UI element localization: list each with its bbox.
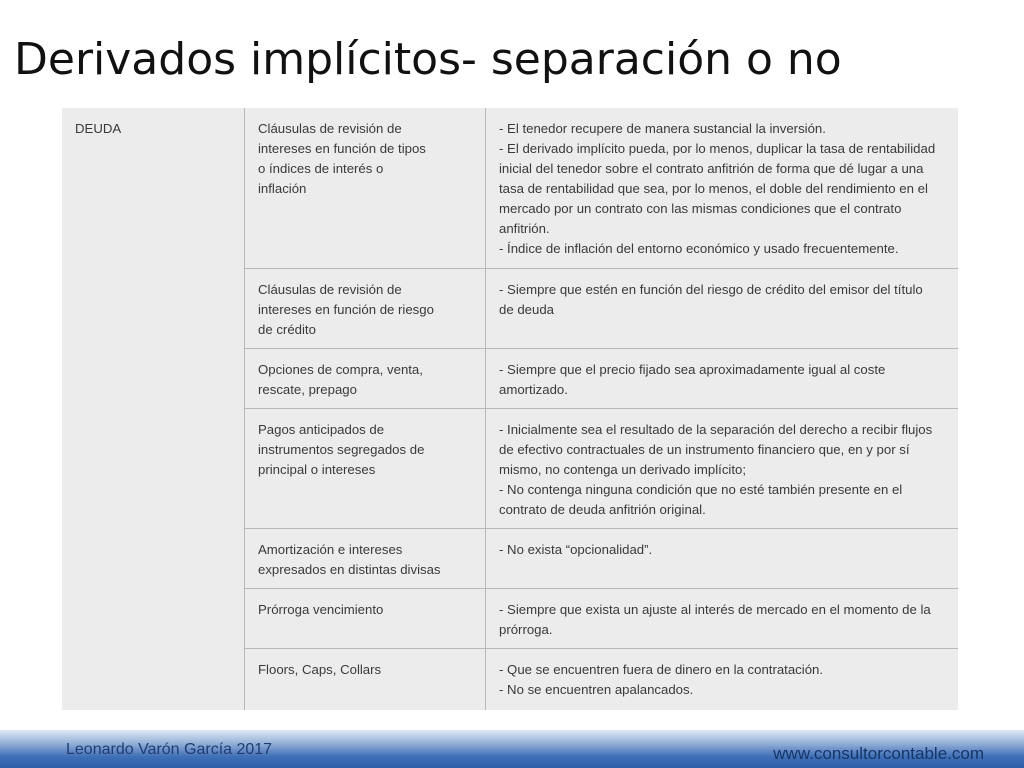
condition-line: mercado por un contrato con las mismas condiciones que el contrato: [499, 201, 902, 216]
table-row: [62, 108, 958, 268]
footer-website: www.consultorcontable.com: [773, 744, 984, 763]
condition-line: - Inicialmente sea el resultado de la separación del derecho a recibir flujos: [499, 421, 933, 437]
condition-line: amortizado.: [499, 381, 568, 397]
condition-line: de efectivo contractuales de un instrumento financiero que, en y por sí: [499, 441, 910, 457]
condition-line: anfitrión.: [499, 221, 550, 236]
clause-line: expresados en distintas divisas: [258, 561, 441, 577]
conditions-cell: [486, 108, 959, 268]
clause-cell: [245, 108, 486, 268]
condition-line: contrato de deuda anfitrión original.: [499, 501, 706, 517]
derivatives-table-container: [62, 108, 958, 710]
condition-line: - No contenga ninguna condición que no esté también presente en el: [499, 481, 903, 497]
condition-line: - Siempre que exista un ajuste al interés de mercado en el momento de la: [499, 601, 931, 617]
clause-cell: [245, 588, 486, 648]
clause-line: instrumentos segregados de: [258, 441, 425, 457]
condition-line: - No se encuentren apalancados.: [499, 681, 694, 697]
clause-line: inflación: [258, 181, 307, 196]
category-label: DEUDA: [75, 121, 122, 136]
conditions-cell: [486, 408, 959, 528]
clause-cell: [245, 408, 486, 528]
condition-line: - Que se encuentren fuera de dinero en la contratación.: [499, 661, 824, 677]
clause-line: Floors, Caps, Collars: [258, 661, 382, 677]
clause-line: Cláusulas de revisión de: [258, 121, 402, 136]
clause-line: rescate, prepago: [258, 381, 357, 397]
clause-line: Pagos anticipados de: [258, 421, 385, 437]
condition-line: - Siempre que el precio fijado sea aproximadamente igual al coste: [499, 361, 886, 377]
condition-line: - El derivado implícito pueda, por lo menos, duplicar la tasa de rentabilidad: [499, 141, 936, 156]
condition-line: - El tenedor recupere de manera sustancial la inversión.: [499, 121, 826, 136]
clause-line: principal o intereses: [258, 461, 376, 477]
clause-line: Prórroga vencimiento: [258, 601, 384, 617]
clause-line: intereses en función de riesgo: [258, 301, 434, 317]
condition-line: - Índice de inflación del entorno económico y usado frecuentemente.: [499, 241, 899, 256]
condition-line: tasa de rentabilidad que sea, por lo menos, el doble del rendimiento en el: [499, 181, 928, 196]
conditions-cell: [486, 268, 959, 348]
clause-line: Amortización e intereses: [258, 541, 403, 557]
clause-line: Opciones de compra, venta,: [258, 361, 423, 377]
derivatives-table: [62, 108, 958, 710]
clause-line: de crédito: [258, 321, 316, 337]
conditions-cell: [486, 588, 959, 648]
clause-cell: [245, 528, 486, 588]
clause-line: intereses en función de tipos: [258, 141, 426, 156]
condition-line: - No exista “opcionalidad”.: [499, 541, 653, 557]
conditions-cell: [486, 348, 959, 408]
clause-cell: [245, 648, 486, 710]
clause-cell: [245, 268, 486, 348]
condition-line: - Siempre que estén en función del riesgo de crédito del emisor del título: [499, 281, 923, 297]
condition-line: prórroga.: [499, 621, 553, 637]
slide-title: Derivados implícitos- separación o no: [14, 34, 842, 85]
conditions-cell: [486, 528, 959, 588]
clause-line: Cláusulas de revisión de: [258, 281, 402, 297]
condition-line: mismo, no contenga un derivado implícito;: [499, 461, 747, 477]
category-cell: [62, 108, 245, 710]
condition-line: de deuda: [499, 301, 555, 317]
footer-author: Leonardo Varón García 2017: [66, 741, 273, 758]
clause-line: o índices de interés o: [258, 161, 384, 176]
condition-line: inicial del tenedor sobre el contrato anfitrión de forma que dé lugar a una: [499, 161, 924, 176]
conditions-cell: [486, 648, 959, 710]
clause-cell: [245, 348, 486, 408]
table-body: [62, 108, 958, 710]
